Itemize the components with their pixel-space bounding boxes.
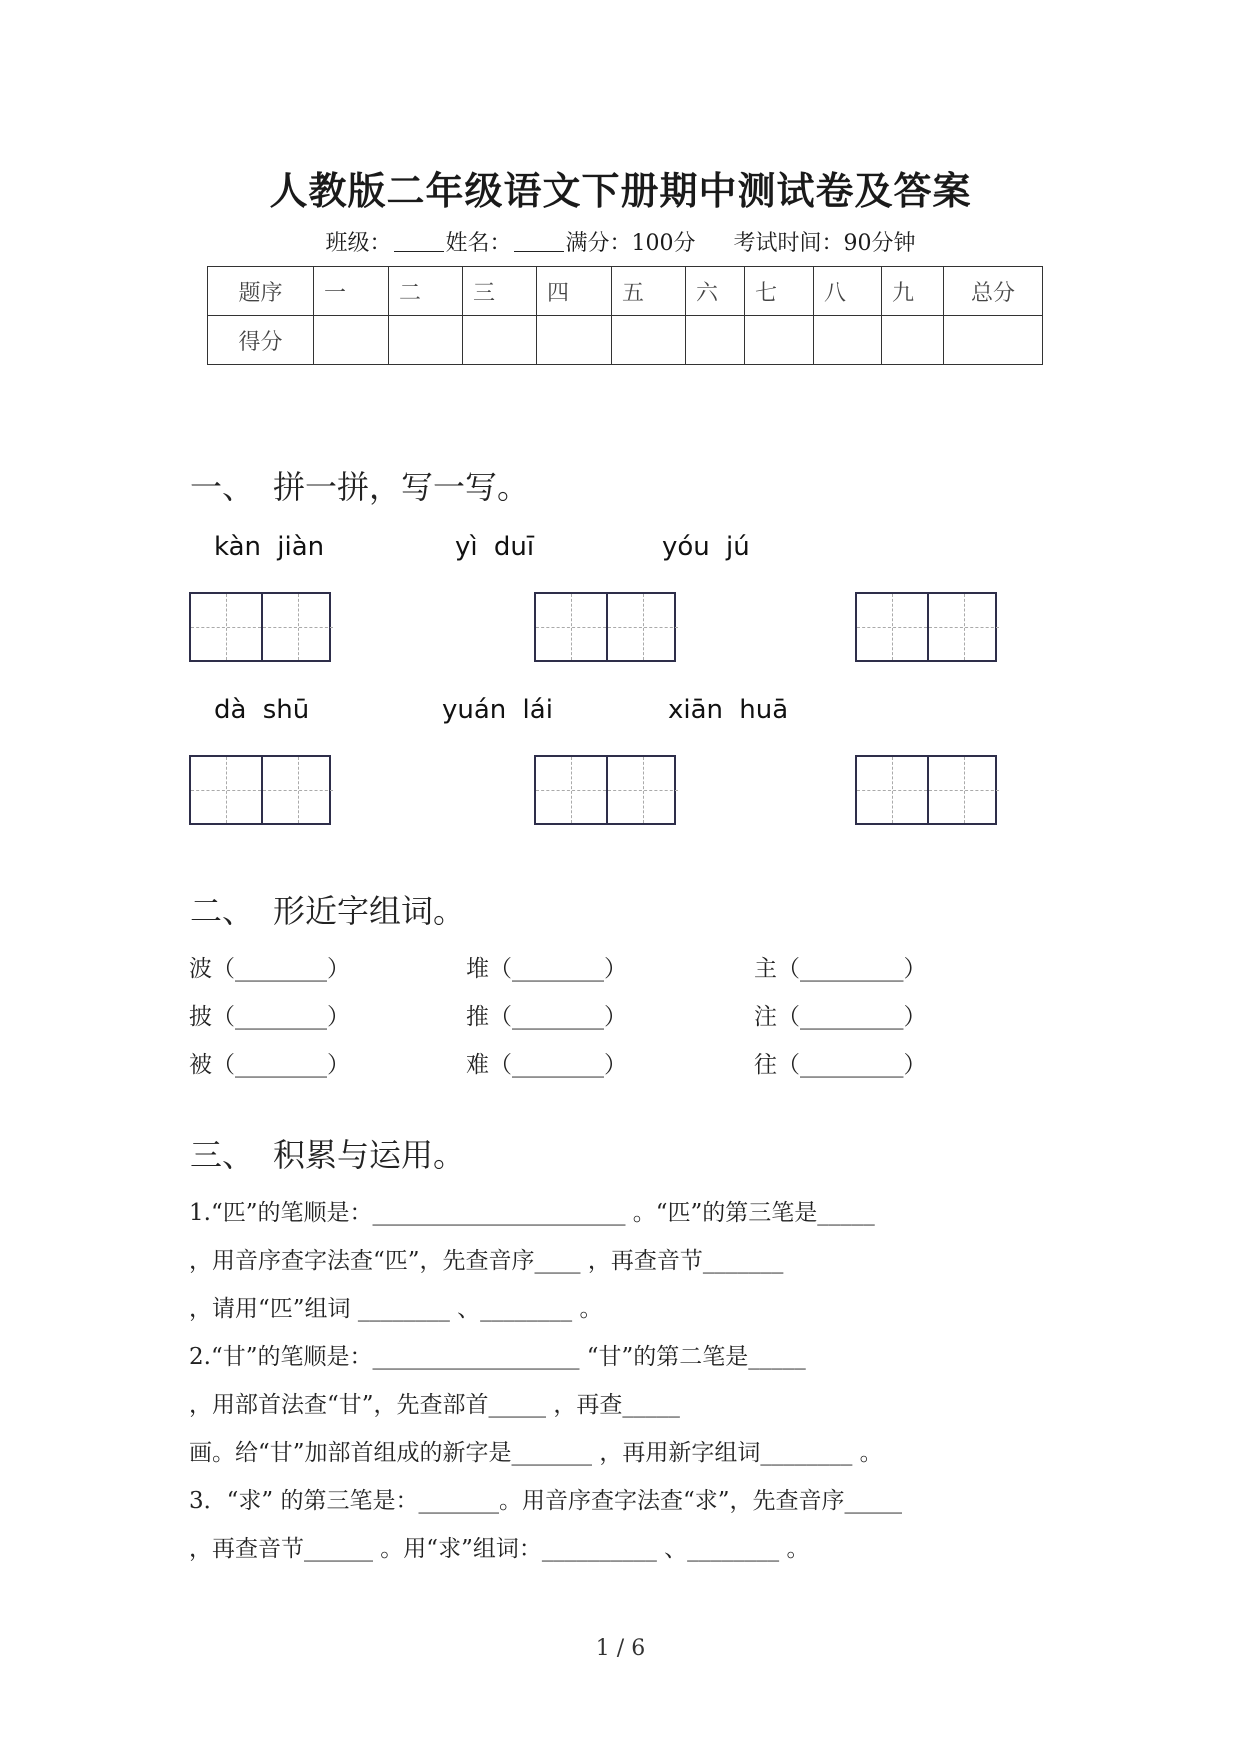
table-header-cell: 四 [537, 267, 612, 316]
score-cell[interactable] [463, 316, 537, 365]
score-cell[interactable] [882, 316, 944, 365]
word-item[interactable]: 往（_________） [754, 1052, 927, 1078]
score-cell[interactable] [537, 316, 612, 365]
question-line[interactable]: 3．“求” 的第三笔是：_______。用音序查字法查“求”，先查音序_____ [189, 1488, 902, 1514]
section-3-heading [190, 1130, 465, 1176]
section-2-number: 二、 [190, 892, 255, 930]
word-item[interactable]: 堆（________） [466, 956, 627, 982]
writing-grid[interactable] [534, 592, 676, 662]
word-item[interactable]: 波（________） [189, 956, 350, 982]
pinyin-yuan-lai: yuán lái [442, 695, 553, 725]
word-item[interactable]: 注（_________） [754, 1004, 927, 1030]
word-item[interactable]: 推（________） [466, 1004, 627, 1030]
score-table-score-row [208, 316, 1043, 365]
question-line[interactable]: ，用部首法查“甘”，先查部首_____ ，再查_____ [189, 1392, 680, 1418]
score-cell[interactable] [814, 316, 882, 365]
class-blank[interactable] [394, 231, 444, 252]
score-row-label: 得分 [208, 316, 314, 365]
score-table [207, 266, 1043, 365]
writing-grid[interactable] [189, 592, 331, 662]
question-line[interactable]: 2.“甘”的笔顺是：__________________ “甘”的第二笔是_____ [189, 1344, 806, 1370]
score-cell[interactable] [612, 316, 686, 365]
table-header-cell: 九 [882, 267, 944, 316]
section-1-number: 一、 [190, 468, 255, 506]
full-score: 满分：100分 [565, 231, 696, 256]
page-number: 1 / 6 [595, 1636, 646, 1661]
question-line[interactable]: ，请用“匹”组词 ________ 、________ 。 [189, 1296, 603, 1322]
table-header-cell: 七 [745, 267, 814, 316]
table-header-cell: 八 [814, 267, 882, 316]
exam-time: 考试时间：90分钟 [733, 231, 916, 256]
section-1-heading [190, 462, 529, 508]
word-item[interactable]: 难（________） [466, 1052, 627, 1078]
writing-grid[interactable] [189, 755, 331, 825]
table-header-cell: 总分 [944, 267, 1043, 316]
question-line[interactable]: ，用音序查字法查“匹”，先查音序____ ，再查音节_______ [189, 1248, 784, 1274]
table-header-cell: 五 [612, 267, 686, 316]
score-cell[interactable] [944, 316, 1043, 365]
class-label: 班级： [325, 231, 392, 256]
writing-grid[interactable] [855, 755, 997, 825]
page-title: 人教版二年级语文下册期中测试卷及答案 [269, 168, 972, 213]
score-cell[interactable] [314, 316, 389, 365]
score-cell[interactable] [389, 316, 463, 365]
word-item[interactable]: 主（_________） [754, 956, 927, 982]
pinyin-xian-hua: xiān huā [668, 695, 789, 725]
section-2-heading [190, 886, 465, 932]
table-header-cell: 二 [389, 267, 463, 316]
name-label: 姓名： [445, 231, 512, 256]
pinyin-kan-jian: kàn jiàn [214, 532, 325, 562]
score-table-header-row [208, 267, 1043, 316]
writing-grid[interactable] [855, 592, 997, 662]
writing-grid[interactable] [534, 755, 676, 825]
table-header-cell: 六 [686, 267, 745, 316]
section-3-number: 三、 [190, 1136, 255, 1174]
question-line[interactable]: ，再查音节______ 。用“求”组词：__________ 、________ 。 [189, 1536, 810, 1562]
question-line[interactable]: 1.“匹”的笔顺是：______________________ 。“匹”的第三笔是_____ [189, 1200, 875, 1226]
section-3-title: 积累与运用。 [273, 1136, 466, 1174]
exam-info-line [0, 226, 1241, 257]
section-1-title: 拼一拼，写一写。 [273, 468, 530, 506]
pinyin-yi-dui: yì duī [455, 532, 535, 562]
score-cell[interactable] [745, 316, 814, 365]
question-line[interactable]: 画。给“甘”加部首组成的新字是_______ ，再用新字组词________ 。 [189, 1440, 883, 1466]
word-item[interactable]: 被（________） [189, 1052, 350, 1078]
table-header-cell: 三 [463, 267, 537, 316]
score-cell[interactable] [686, 316, 745, 365]
table-header-cell: 一 [314, 267, 389, 316]
pinyin-you-ju: yóu jú [662, 532, 750, 562]
section-2-title: 形近字组词。 [273, 892, 466, 930]
name-blank[interactable] [514, 231, 564, 252]
table-header-cell: 题序 [208, 267, 314, 316]
word-item[interactable]: 披（________） [189, 1004, 350, 1030]
pinyin-da-shu: dà shū [214, 695, 310, 725]
